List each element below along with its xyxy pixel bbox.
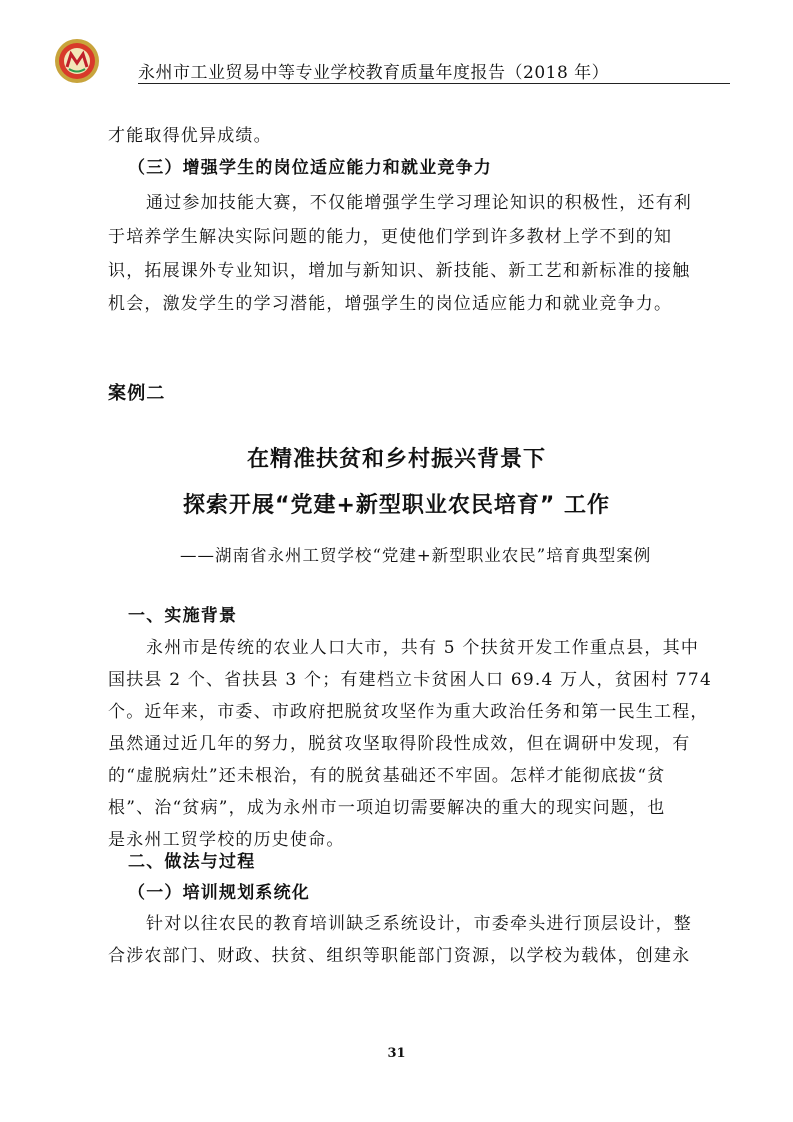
case-title-line-1: 在精准扶贫和乡村振兴背景下 xyxy=(246,447,546,472)
subsection-heading: （一）培训规划系统化 xyxy=(128,883,310,903)
header-title: 永州市工业贸易中等专业学校教育质量年度报告（2018 年） xyxy=(138,63,610,83)
case-label: 案例二 xyxy=(108,383,166,404)
case-title-line-2: 探索开展“党建+新型职业农民培育” 工作 xyxy=(182,493,610,518)
header-rule xyxy=(138,83,730,84)
continued-text: 才能取得优异成绩。 xyxy=(108,126,272,146)
paragraph-line: 机会，激发学生的学习潜能，增强学生的岗位适应能力和就业竞争力。 xyxy=(108,294,673,314)
paragraph-line: 国扶县 2 个、省扶县 3 个；有建档立卡贫困人口 69.4 万人，贫困村 774 xyxy=(108,670,712,690)
section-heading-background: 一、实施背景 xyxy=(128,606,238,626)
paragraph-line: 于培养学生解决实际问题的能力，更使他们学到许多教材上学不到的知 xyxy=(108,227,673,247)
paragraph-line: 根”、治“贫病”，成为永州市一项迫切需要解决的重大的现实问题，也 xyxy=(108,798,666,818)
paragraph-line: 针对以往农民的教育培训缺乏系统设计，市委牵头进行顶层设计，整 xyxy=(146,914,692,934)
paragraph-line: 虽然通过近几年的努力，脱贫攻坚取得阶段性成效，但在调研中发现，有 xyxy=(108,734,691,754)
paragraph-line: 识，拓展课外专业知识，增加与新知识、新技能、新工艺和新标准的接触 xyxy=(108,261,691,281)
paragraph-line: 是永州工贸学校的历史使命。 xyxy=(108,830,345,850)
page-number: 31 xyxy=(387,1046,406,1061)
paragraph-line: 的“虚脱病灶”还未根治，有的脱贫基础还不牢固。怎样才能彻底拔“贫 xyxy=(108,766,666,786)
section-heading-process: 二、做法与过程 xyxy=(128,852,256,872)
paragraph-line: 永州市是传统的农业人口大市，共有 5 个扶贫开发工作重点县，其中 xyxy=(146,638,700,658)
paragraph-line: 通过参加技能大赛，不仅能增强学生学习理论知识的积极性，还有利 xyxy=(146,193,692,213)
case-subtitle: ——湖南省永州工贸学校“党建+新型职业农民”培育典型案例 xyxy=(180,546,652,565)
paragraph-line: 个。近年来，市委、市政府把脱贫攻坚作为重大政治任务和第一民生工程， xyxy=(108,702,709,722)
section3-heading: （三）增强学生的岗位适应能力和就业竞争力 xyxy=(128,158,492,178)
school-logo-icon xyxy=(54,38,100,84)
page-header xyxy=(54,38,694,86)
paragraph-line: 合涉农部门、财政、扶贫、组织等职能部门资源，以学校为载体，创建永 xyxy=(108,946,691,966)
